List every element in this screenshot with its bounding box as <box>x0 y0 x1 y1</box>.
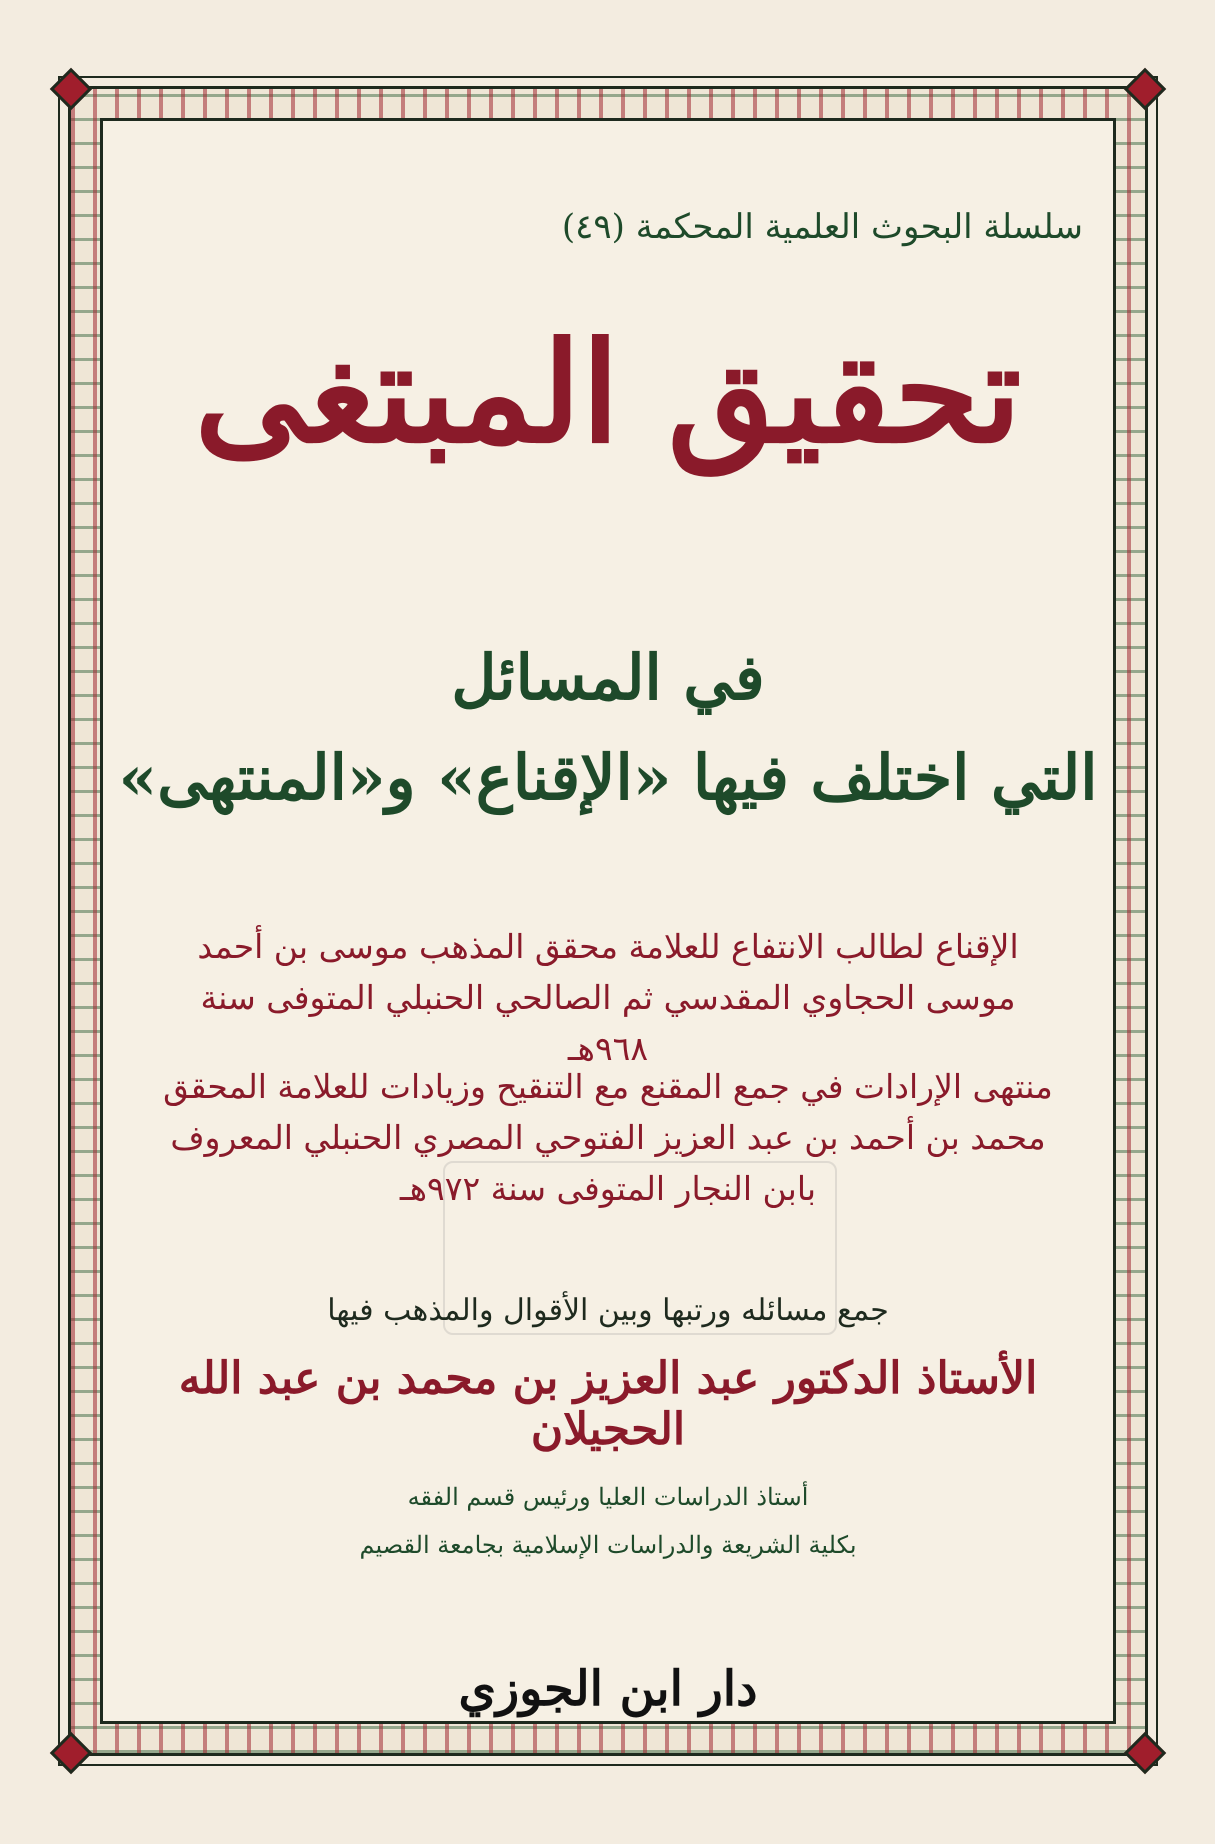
publisher-name: دار ابن الجوزي <box>458 1661 758 1717</box>
author-affiliation-1: أستاذ الدراسات العليا ورئيس قسم الفقه <box>407 1483 809 1511</box>
cover-panel <box>100 118 1116 1724</box>
subtitle-line-1: في المسائل <box>451 641 765 714</box>
subtitle-line-2: التي اختلف فيها «الإقناع» و«المنتهى» <box>118 741 1098 814</box>
author-affiliation-2: بكلية الشريعة والدراسات الإسلامية بجامعة القصيم <box>359 1531 857 1559</box>
compiled-by-line: جمع مسائله ورتبها وبين الأقوال والمذهب فيها <box>327 1293 889 1328</box>
description-muntaha: منتهى الإرادات في جمع المقنع مع التنقيح وزيادات للعلامة المحقق محمد بن أحمد بن عبد العزيز الفتوحي المصري الحنبلي المعروف بابن النجار المتوفى سنة ٩٧٢هـ <box>163 1067 1053 1209</box>
series-label: سلسلة البحوث العلمية المحكمة (٤٩) <box>561 207 1083 247</box>
author-name: الأستاذ الدكتور عبد العزيز بن محمد بن عبد الله الحجيلان <box>178 1353 1038 1455</box>
description-iqna: الإقناع لطالب الانتفاع للعلامة محقق المذهب موسى بن أحمد موسى الحجاوي المقدسي ثم الصالحي الحنبلي المتوفى سنة ٩٦٨هـ <box>197 927 1019 1069</box>
cover-frame <box>58 76 1158 1766</box>
book-title: تحقيق المبتغى <box>194 311 1022 474</box>
